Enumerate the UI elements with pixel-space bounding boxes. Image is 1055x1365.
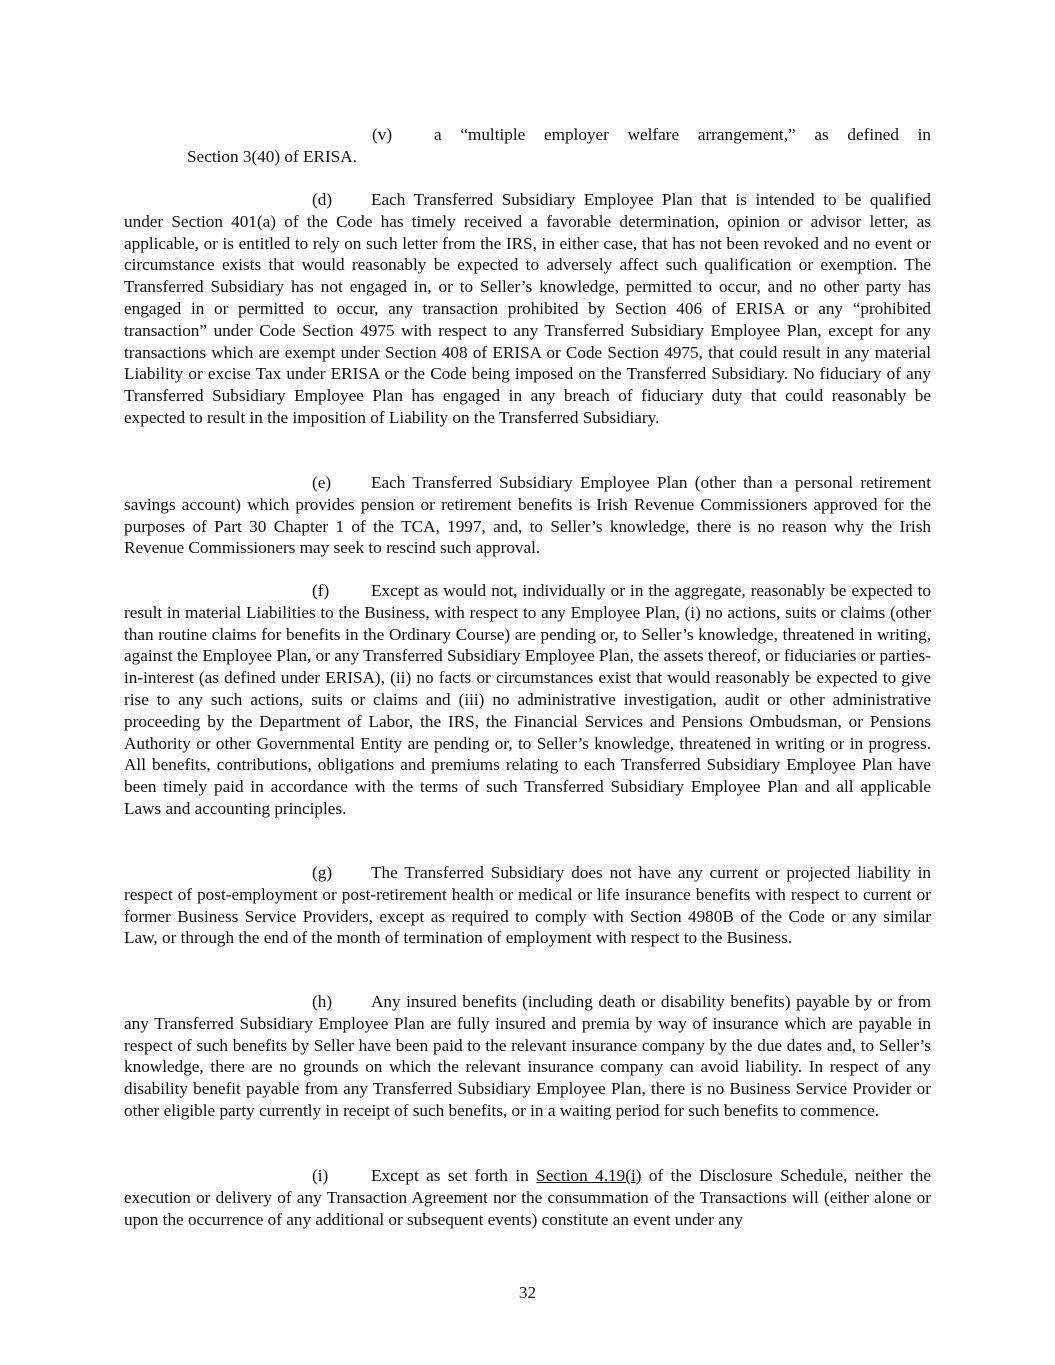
paragraph-d-marker: (d) <box>312 190 333 209</box>
paragraph-g <box>124 862 931 949</box>
paragraph-f-marker: (f) <box>312 581 330 600</box>
paragraph-g-text: The Transferred Subsidiary does not have any current or projected liability in respect of post-employment or post-retirement health or medical or life insurance benefits with respect to current or former Business Service Providers, except as required to comply with Section 4980B of the Code or any similar Law, or through the end of the month of termination of employment with respect to the Business. <box>124 863 931 948</box>
subitem-v-marker: (v) <box>372 125 393 144</box>
paragraph-h <box>124 991 931 1122</box>
paragraph-i <box>124 1165 931 1230</box>
paragraph-i-marker: (i) <box>312 1166 329 1185</box>
paragraph-f-text: Except as would not, individually or in the aggregate, reasonably be expected to result in material Liabilities to the Business, with respect to any Employee Plan, (i) no actions, suits or claims (other than routine claims for benefits in the Ordinary Course) are pending or, to Seller’s knowledge, threatened in writing, against the Employee Plan, or any Transferred Subsidiary Employee Plan, the assets thereof, or fiduciaries or parties-in-interest (as defined under ERISA), (ii) no facts or circumstances exist that would reasonably be expected to give rise to any such actions, suits or claims and (iii) no administrative investigation, audit or other administrative proceeding by the Department of Labor, the IRS, the Financial Services and Pensions Ombudsman, or Pensions Authority or other Governmental Entity are pending or, to Seller’s knowledge, threatened in writing or in progress. All benefits, contributions, obligations and premiums relating to each Transferred Subsidiary Employee Plan have been timely paid in accordance with the terms of such Transferred Subsidiary Employee Plan and all applicable Laws and accounting principles. <box>124 581 931 818</box>
subitem-v <box>187 124 931 168</box>
paragraph-e-marker: (e) <box>312 473 332 492</box>
paragraph-h-marker: (h) <box>312 992 333 1011</box>
page-number: 32 <box>518 1283 537 1302</box>
paragraph-g-marker: (g) <box>312 863 333 882</box>
paragraph-f <box>124 580 931 820</box>
subitem-v-line1: a “multiple employer welfare arrangement,” as defined in <box>434 125 931 144</box>
paragraph-i-text-before: Except as set forth in <box>371 1166 537 1185</box>
paragraph-e <box>124 472 931 559</box>
subitem-v-line2: Section 3(40) of ERISA. <box>187 146 357 166</box>
disclosure-schedule-section-link[interactable]: Section 4.19(i) <box>536 1166 642 1185</box>
paragraph-d-text: Each Transferred Subsidiary Employee Plan that is intended to be qualified under Section 401(a) of the Code has timely received a favorable determination, opinion or advisor letter, as applicable, or is entitled to rely on such letter from the IRS, in either case, that has not been revoked and no event or circumstance exists that would reasonably be expected to adversely affect such qualification or exemption. The Transferred Subsidiary has not engaged in, or to Seller’s knowledge, permitted to occur, and no other party has engaged in or permitted to occur, any transaction prohibited by Section 406 of ERISA or any “prohibited transaction” under Code Section 4975 with respect to any Transferred Subsidiary Employee Plan, except for any transactions which are exempt under Section 408 of ERISA or Code Section 4975, that could result in any material Liability or excise Tax under ERISA or the Code being imposed on the Transferred Subsidiary. No fiduciary of any Transferred Subsidiary Employee Plan has engaged in any breach of fiduciary duty that could reasonably be expected to result in the imposition of Liability on the Transferred Subsidiary. <box>124 190 931 427</box>
paragraph-e-text: Each Transferred Subsidiary Employee Plan (other than a personal retirement savings account) which provides pension or retirement benefits is Irish Revenue Commissioners approved for the purposes of Part 30 Chapter 1 of the TCA, 1997, and, to Seller’s knowledge, there is no reason why the Irish Revenue Commissioners may seek to rescind such approval. <box>124 473 931 558</box>
paragraph-d <box>124 189 931 429</box>
paragraph-i-text-after: of the Disclosure Schedule, neither the execution or delivery of any Transaction Agreement nor the consummation of the Transactions will (either alone or upon the occurrence of any additional or subsequent events) constitute an event under any <box>124 1166 931 1229</box>
paragraph-h-text: Any insured benefits (including death or disability benefits) payable by or from any Transferred Subsidiary Employee Plan are fully insured and premia by way of insurance which are payable in respect of such benefits by Seller have been paid to the relevant insurance company by the due dates and, to Seller’s knowledge, there are no grounds on which the relevant insurance company can avoid liability. In respect of any disability benefit payable from any Transferred Subsidiary Employee Plan, there is no Business Service Provider or other eligible party currently in receipt of such benefits, or in a waiting period for such benefits to commence. <box>124 992 931 1120</box>
